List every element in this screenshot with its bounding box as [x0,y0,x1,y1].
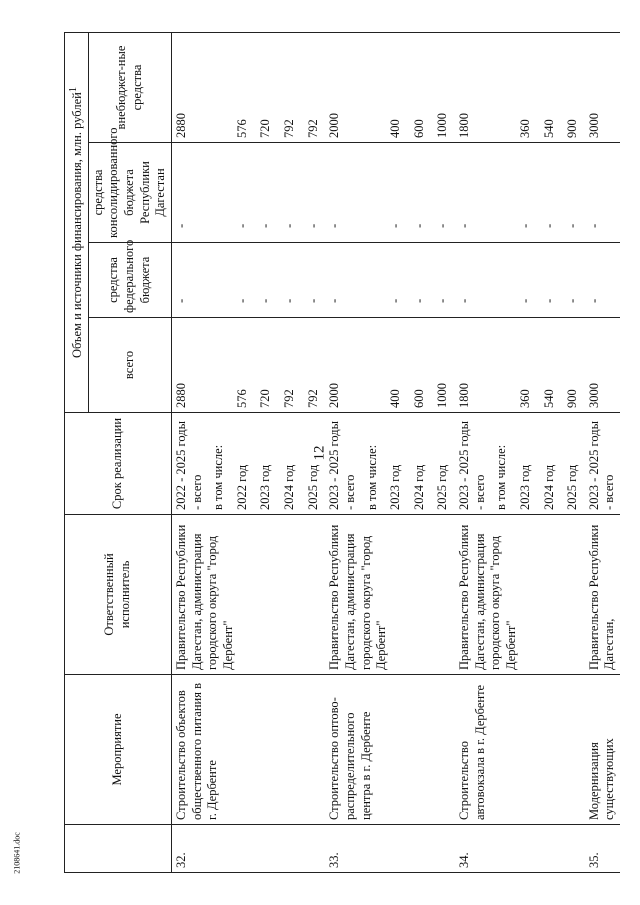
row-federal: - [325,243,360,318]
includes-label: в том числе: [207,413,231,515]
row-number: 34. [455,825,585,873]
year-extrabudget: 360 [514,33,538,143]
row-number: 32. [171,825,325,873]
year-federal: - [231,243,255,318]
row-extrabudget: 2880 [171,33,207,143]
year-period: 2025 год [431,413,455,515]
empty-extrabudget [361,33,385,143]
year-regional: - [538,143,562,243]
year-total: 792 [278,318,302,413]
year-total: 1000 [431,318,455,413]
year-period: 2023 год [384,413,408,515]
header-index [65,825,172,873]
page-number: 12 [311,445,328,461]
year-period: 2023 год [514,413,538,515]
year-extrabudget: 576 [231,33,255,143]
row-extrabudget: 2000 [325,33,360,143]
year-regional: - [408,143,432,243]
year-total: 792 [302,318,326,413]
year-total: 900 [561,318,585,413]
row-federal: - [171,243,207,318]
empty-regional [361,143,385,243]
year-period: 2024 год [538,413,562,515]
header-period: Срок реализации [65,413,172,515]
row-regional: - [585,143,620,243]
year-total: 540 [538,318,562,413]
year-federal: - [254,243,278,318]
year-period: 2025 год [561,413,585,515]
year-regional: - [231,143,255,243]
table-row [455,33,490,873]
header-event: Мероприятие [65,675,172,825]
row-number: 35. [585,825,620,873]
row-period: 2023 - 2025 годы - всего [325,413,360,515]
empty-federal [361,243,385,318]
includes-label: в том числе: [490,413,514,515]
row-executor: Правительство Республики Дагестан, администрация городского округа "город Дербент" [325,515,455,675]
empty-total [361,318,385,413]
year-total: 720 [254,318,278,413]
table-row [171,33,207,873]
header-funding-footnote: 1 [68,86,79,93]
year-total: 400 [384,318,408,413]
year-regional: - [561,143,585,243]
table-row [585,33,620,873]
year-regional: - [254,143,278,243]
row-extrabudget: 3000 [585,33,620,143]
row-regional: - [171,143,207,243]
year-period: 2024 год [408,413,432,515]
row-federal: - [455,243,490,318]
empty-regional [490,143,514,243]
year-period: 2025 год [302,413,326,515]
header-executor: Ответственный исполнитель [65,515,172,675]
row-regional: - [455,143,490,243]
year-period: 2024 год [278,413,302,515]
empty-extrabudget [207,33,231,143]
row-period: 2023 - 2025 годы - всего [455,413,490,515]
year-total: 600 [408,318,432,413]
row-number: 33. [325,825,455,873]
header-federal: средства федерального бюджета [88,243,171,318]
year-extrabudget: 400 [384,33,408,143]
row-executor: Правительство Республики Дагестан, администрация городского округа "город Дербент" [171,515,325,675]
header-regional: средства консолидированного бюджета Республики Дагестан [88,143,171,243]
year-federal: - [384,243,408,318]
footer-file-code: 2108641.doc [12,832,22,874]
year-total: 576 [231,318,255,413]
table-header [65,33,172,873]
row-total: 3000 [585,318,620,413]
table-row [325,33,360,873]
year-extrabudget: 720 [254,33,278,143]
year-period: 2023 год [254,413,278,515]
year-federal: - [278,243,302,318]
year-regional: - [431,143,455,243]
row-total: 2880 [171,318,207,413]
empty-federal [490,243,514,318]
row-event: Строительство объектов общественного питания в г. Дербенте [171,675,325,825]
year-extrabudget: 792 [278,33,302,143]
header-total: всего [88,318,171,413]
empty-extrabudget [490,33,514,143]
row-total: 2000 [325,318,360,413]
year-regional: - [514,143,538,243]
header-funding-text: Объем и источники финансирования, млн. рублей [70,92,85,359]
table-container [64,33,617,873]
row-federal: - [585,243,620,318]
year-extrabudget: 900 [561,33,585,143]
row-period: 2023 - 2025 годы - всего [585,413,620,515]
row-extrabudget: 1800 [455,33,490,143]
includes-label: в том числе: [361,413,385,515]
year-federal: - [408,243,432,318]
row-regional: - [325,143,360,243]
header-funding-group [65,33,89,413]
year-regional: - [302,143,326,243]
year-extrabudget: 540 [538,33,562,143]
row-period: 2022 - 2025 годы - всего [171,413,207,515]
year-federal: - [561,243,585,318]
empty-regional [207,143,231,243]
year-total: 360 [514,318,538,413]
year-federal: - [302,243,326,318]
year-federal: - [538,243,562,318]
year-period: 2022 год [231,413,255,515]
row-total: 1800 [455,318,490,413]
year-extrabudget: 792 [302,33,326,143]
row-executor: Правительство Республики Дагестан, [585,515,620,675]
header-extrabudget: внебюджет-ные средства [88,33,171,143]
row-event: Модернизация существующих [585,675,620,825]
year-regional: - [278,143,302,243]
empty-total [490,318,514,413]
year-federal: - [431,243,455,318]
year-extrabudget: 600 [408,33,432,143]
row-event: Строительство автовокзала в г. Дербенте [455,675,585,825]
row-executor: Правительство Республики Дагестан, администрация городского округа "город Дербент" [455,515,585,675]
row-event: Строительство оптово-распределительного центра в г. Дербенте [325,675,455,825]
year-federal: - [514,243,538,318]
funding-table [64,32,620,873]
table-body [171,33,620,873]
year-extrabudget: 1000 [431,33,455,143]
year-regional: - [384,143,408,243]
empty-total [207,318,231,413]
empty-federal [207,243,231,318]
